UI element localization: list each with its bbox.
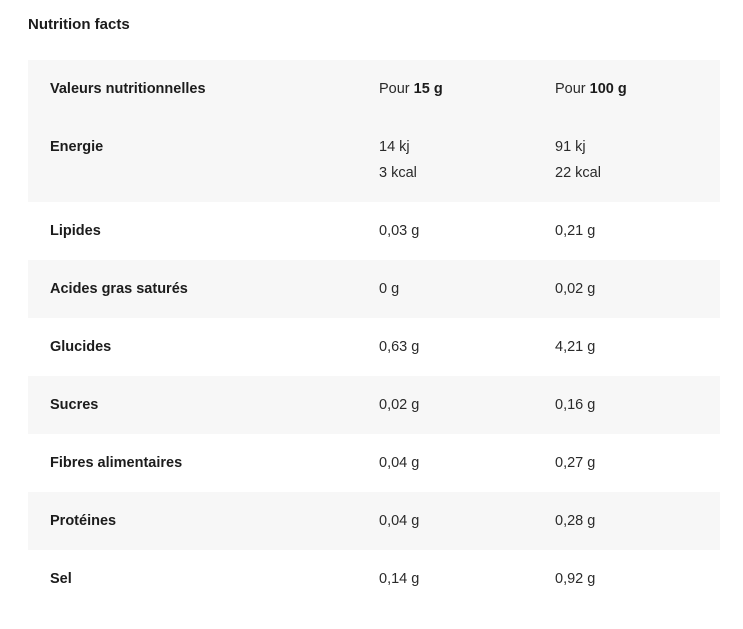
value-100g: 0,21 g — [555, 223, 596, 239]
header-label: Valeurs nutritionnelles — [50, 81, 206, 97]
table-row — [28, 260, 720, 318]
header-col-15g-prefix: Pour — [379, 81, 410, 97]
energie-15g — [379, 118, 555, 202]
value-100g: 0,27 g — [555, 455, 596, 471]
row-label: Acides gras saturés — [50, 281, 188, 297]
row-label: Lipides — [50, 223, 101, 239]
row-label: Sel — [50, 571, 72, 587]
energie-15g-kcal: 3 kcal — [379, 165, 417, 181]
row-label: Glucides — [50, 339, 112, 355]
value-15g: 0 g — [379, 281, 400, 297]
table-row — [28, 434, 720, 492]
value-100g: 4,21 g — [555, 339, 596, 355]
table-row — [28, 202, 720, 260]
value-15g: 0,03 g — [379, 223, 420, 239]
value-15g: 0,02 g — [379, 397, 420, 413]
energie-100g-kj: 91 kj — [555, 139, 586, 155]
value-100g: 0,02 g — [555, 281, 596, 297]
row-label: Protéines — [50, 513, 117, 529]
energie-15g-kj: 14 kj — [379, 139, 410, 155]
row-label-energie: Energie — [50, 139, 104, 155]
header-col-15g-amount: 15 g — [413, 81, 443, 97]
value-15g: 0,14 g — [379, 571, 420, 587]
table-header-row — [28, 60, 720, 118]
section-title: Nutrition facts — [28, 16, 130, 33]
row-label: Fibres alimentaires — [50, 455, 183, 471]
header-col-100g-prefix: Pour — [555, 81, 586, 97]
value-100g: 0,16 g — [555, 397, 596, 413]
value-15g: 0,04 g — [379, 455, 420, 471]
value-15g: 0,63 g — [379, 339, 420, 355]
table-row — [28, 550, 720, 608]
table-row — [28, 376, 720, 434]
nutrition-table — [28, 60, 720, 608]
header-col-15g — [379, 60, 555, 118]
value-100g: 0,92 g — [555, 571, 596, 587]
header-col-100g-amount: 100 g — [589, 81, 627, 97]
value-100g: 0,28 g — [555, 513, 596, 529]
energie-100g — [555, 118, 720, 202]
energie-100g-kcal: 22 kcal — [555, 165, 601, 181]
table-row — [28, 318, 720, 376]
header-col-100g — [555, 60, 720, 118]
value-15g: 0,04 g — [379, 513, 420, 529]
table-row — [28, 492, 720, 550]
row-label: Sucres — [50, 397, 99, 413]
table-row-energie — [28, 118, 720, 202]
